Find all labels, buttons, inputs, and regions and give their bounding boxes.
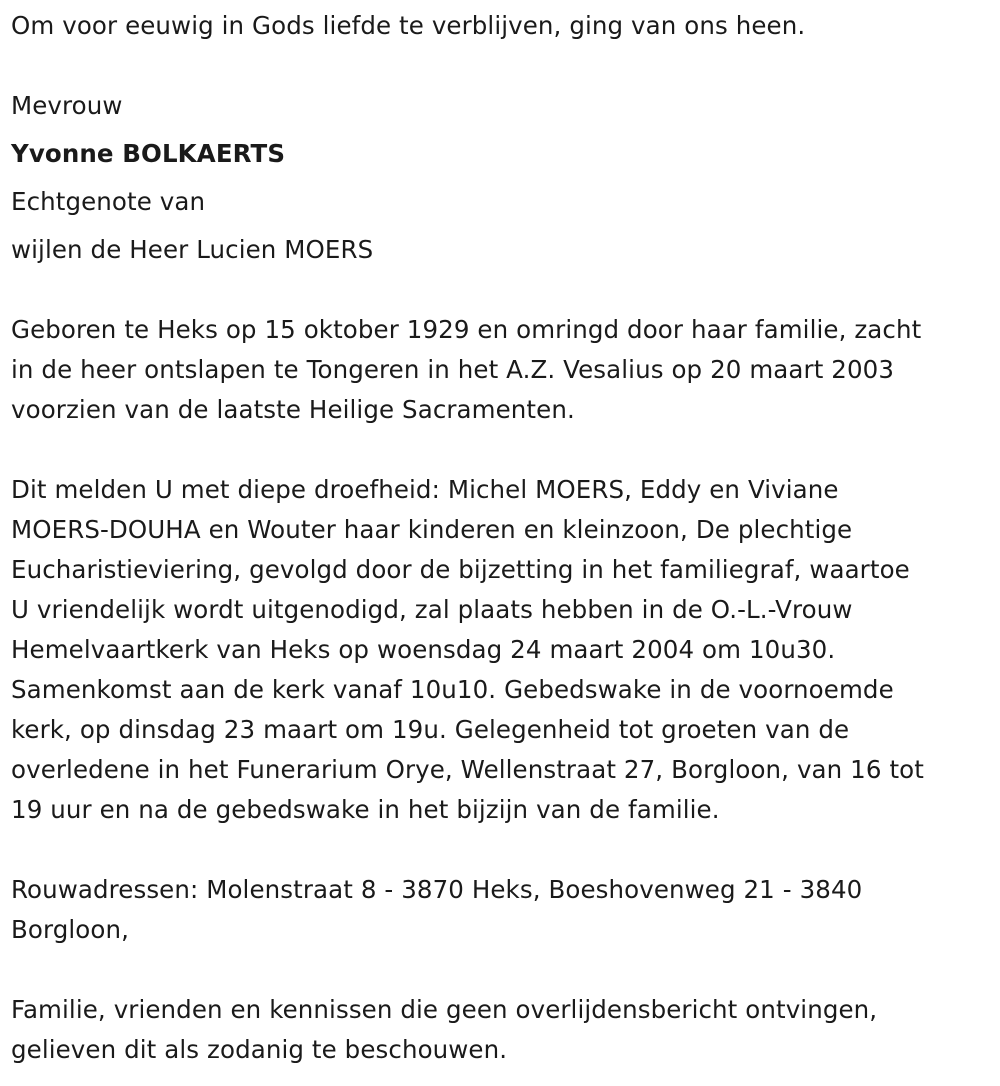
relation-line: Echtgenote van [11,187,206,216]
paragraph-line: Familie, vrienden en kennissen die geen overlijdensbericht ontvingen, [11,995,878,1024]
paragraph-line: Geboren te Heks op 15 oktober 1929 en omringd door haar familie, zacht [11,315,922,344]
deceased-name: Yvonne BOLKAERTS [11,139,286,168]
paragraph-line: Samenkomst aan de kerk vanaf 10u10. Gebedswake in de voornoemde [11,675,894,704]
paragraph-line: Hemelvaartkerk van Heks op woensdag 24 maart 2004 om 10u30. [11,635,836,664]
birth-death-paragraph [11,310,921,430]
address-paragraph [11,870,862,950]
paragraph-line: kerk, op dinsdag 23 maart om 19u. Gelegenheid tot groeten van de [11,715,850,744]
paragraph-line: Eucharistieviering, gevolgd door de bijzetting in het familiegraf, waartoe [11,555,910,584]
paragraph-line: 19 uur en na de gebedswake in het bijzijn van de familie. [11,795,720,824]
paragraph-line: U vriendelijk wordt uitgenodigd, zal plaats hebben in de O.-L.-Vrouw [11,595,853,624]
paragraph-line: in de heer ontslapen te Tongeren in het A.Z. Vesalius op 20 maart 2003 [11,355,895,384]
closing-paragraph [11,990,877,1070]
paragraph-line: MOERS-DOUHA en Wouter haar kinderen en kleinzoon, De plechtige [11,515,853,544]
spouse-line: wijlen de Heer Lucien MOERS [11,235,374,264]
intro-line: Om voor eeuwig in Gods liefde te verblijven, ging van ons heen. [11,11,806,40]
paragraph-line: Borgloon, [11,915,129,944]
paragraph-line: Rouwadressen: Molenstraat 8 - 3870 Heks, Boeshovenweg 21 - 3840 [11,875,863,904]
paragraph-line: voorzien van de laatste Heilige Sacramenten. [11,395,575,424]
announcement-paragraph [11,470,924,830]
paragraph-line: Dit melden U met diepe droefheid: Michel MOERS, Eddy en Viviane [11,475,839,504]
paragraph-line: gelieven dit als zodanig te beschouwen. [11,1035,508,1064]
salutation: Mevrouw [11,91,123,120]
paragraph-line: overledene in het Funerarium Orye, Wellenstraat 27, Borgloon, van 16 tot [11,755,924,784]
